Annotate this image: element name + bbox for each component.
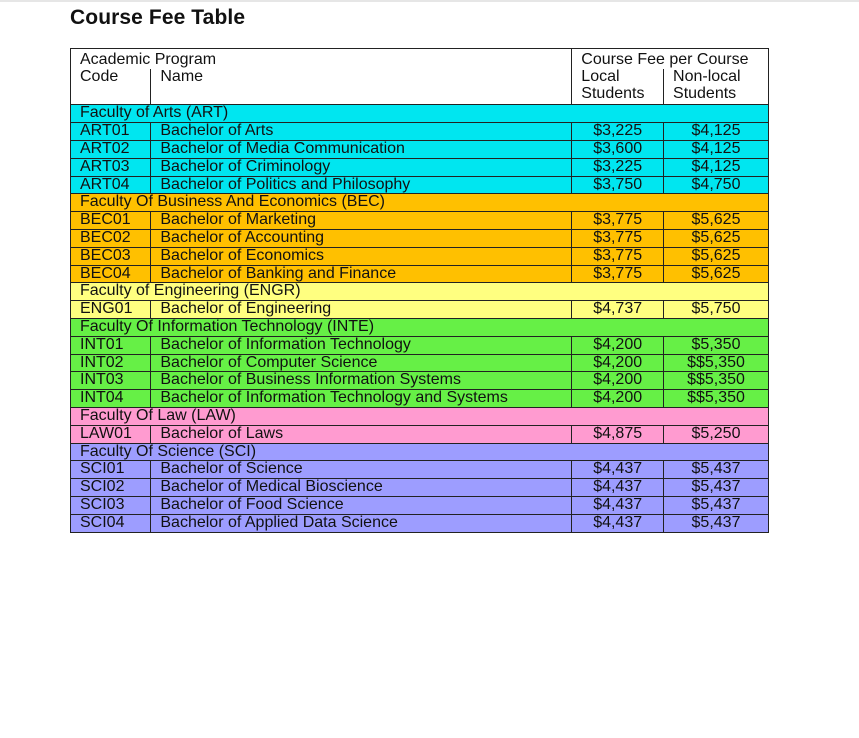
course-code: BEC01 [71,212,151,230]
course-code: ART03 [71,158,151,176]
local-fee: $4,437 [572,479,664,497]
header-course-fee: Course Fee per Course [572,49,769,69]
course-row [71,265,769,283]
course-name: Bachelor of Laws [151,425,572,443]
course-row [71,336,769,354]
course-code: INT01 [71,336,151,354]
course-row [71,247,769,265]
course-name: Bachelor of Engineering [151,301,572,319]
faculty-row-bec [71,194,769,212]
header-nonlocal-students: Students [664,86,769,105]
local-fee: $4,200 [572,372,664,390]
course-row [71,496,769,514]
nonlocal-fee: $5,437 [664,496,769,514]
nonlocal-fee: $5,625 [664,229,769,247]
nonlocal-fee: $$5,350 [664,372,769,390]
nonlocal-fee: $5,625 [664,247,769,265]
course-name: Bachelor of Computer Science [151,354,572,372]
course-name: Bachelor of Criminology [151,158,572,176]
header-code: Code [71,69,151,86]
course-name: Bachelor of Science [151,461,572,479]
local-fee: $4,437 [572,496,664,514]
course-code: INT04 [71,390,151,408]
nonlocal-fee: $5,625 [664,265,769,283]
course-code: SCI04 [71,514,151,532]
faculty-row-law [71,407,769,425]
nonlocal-fee: $4,750 [664,176,769,194]
faculty-row-art [71,105,769,123]
course-name: Bachelor of Media Communication [151,140,572,158]
course-row [71,176,769,194]
local-fee: $3,600 [572,140,664,158]
course-code: ENG01 [71,301,151,319]
local-fee: $3,775 [572,265,664,283]
course-code: BEC03 [71,247,151,265]
faculty-row-inte [71,318,769,336]
nonlocal-fee: $5,250 [664,425,769,443]
local-fee: $3,775 [572,212,664,230]
faculty-name: Faculty Of Information Technology (INTE) [71,318,769,336]
course-row [71,301,769,319]
course-name: Bachelor of Applied Data Science [151,514,572,532]
course-row [71,229,769,247]
faculty-name: Faculty Of Business And Economics (BEC) [71,194,769,212]
course-name: Bachelor of Information Technology and Systems [151,390,572,408]
faculty-name: Faculty of Engineering (ENGR) [71,283,769,301]
course-name: Bachelor of Economics [151,247,572,265]
header-academic-program: Academic Program [71,49,572,69]
nonlocal-fee: $4,125 [664,158,769,176]
local-fee: $3,775 [572,247,664,265]
course-code: ART04 [71,176,151,194]
course-code: INT03 [71,372,151,390]
local-fee: $4,437 [572,514,664,532]
nonlocal-fee: $5,437 [664,461,769,479]
nonlocal-fee: $4,125 [664,123,769,141]
nonlocal-fee: $5,437 [664,514,769,532]
nonlocal-fee: $5,437 [664,479,769,497]
nonlocal-fee: $5,750 [664,301,769,319]
table-body [71,105,769,532]
course-code: BEC04 [71,265,151,283]
course-row [71,390,769,408]
page-title: Course Fee Table [70,6,246,29]
course-code: BEC02 [71,229,151,247]
course-row [71,354,769,372]
header-local-students: Students [572,86,664,105]
course-code: LAW01 [71,425,151,443]
local-fee: $4,200 [572,354,664,372]
course-name: Bachelor of Medical Bioscience [151,479,572,497]
local-fee: $3,225 [572,158,664,176]
course-code: SCI03 [71,496,151,514]
faculty-row-sci [71,443,769,461]
local-fee: $3,775 [572,229,664,247]
local-fee: $4,875 [572,425,664,443]
local-fee: $4,200 [572,336,664,354]
header-local: Local [572,69,664,86]
course-name: Bachelor of Marketing [151,212,572,230]
faculty-name: Faculty Of Law (LAW) [71,407,769,425]
course-code: INT02 [71,354,151,372]
header-code-spacer [71,86,151,105]
course-row [71,514,769,532]
course-name: Bachelor of Information Technology [151,336,572,354]
faculty-row-engr [71,283,769,301]
course-code: ART02 [71,140,151,158]
course-row [71,372,769,390]
course-fee-table [70,48,769,533]
faculty-name: Faculty Of Science (SCI) [71,443,769,461]
nonlocal-fee: $5,625 [664,212,769,230]
course-code: SCI01 [71,461,151,479]
course-row [71,123,769,141]
header-nonlocal: Non-local [664,69,769,86]
table-header [71,49,769,105]
course-name: Bachelor of Business Information Systems [151,372,572,390]
course-row [71,461,769,479]
header-name-spacer [151,86,572,105]
nonlocal-fee: $4,125 [664,140,769,158]
course-row [71,158,769,176]
nonlocal-fee: $$5,350 [664,354,769,372]
top-divider [0,0,859,2]
local-fee: $4,737 [572,301,664,319]
course-row [71,479,769,497]
local-fee: $4,200 [572,390,664,408]
course-name: Bachelor of Banking and Finance [151,265,572,283]
course-row [71,212,769,230]
course-code: ART01 [71,123,151,141]
local-fee: $4,437 [572,461,664,479]
faculty-name: Faculty of Arts (ART) [71,105,769,123]
course-row [71,425,769,443]
course-code: SCI02 [71,479,151,497]
local-fee: $3,750 [572,176,664,194]
course-row [71,140,769,158]
local-fee: $3,225 [572,123,664,141]
course-name: Bachelor of Food Science [151,496,572,514]
course-name: Bachelor of Politics and Philosophy [151,176,572,194]
nonlocal-fee: $5,350 [664,336,769,354]
header-name: Name [151,69,572,86]
course-name: Bachelor of Accounting [151,229,572,247]
course-name: Bachelor of Arts [151,123,572,141]
nonlocal-fee: $$5,350 [664,390,769,408]
